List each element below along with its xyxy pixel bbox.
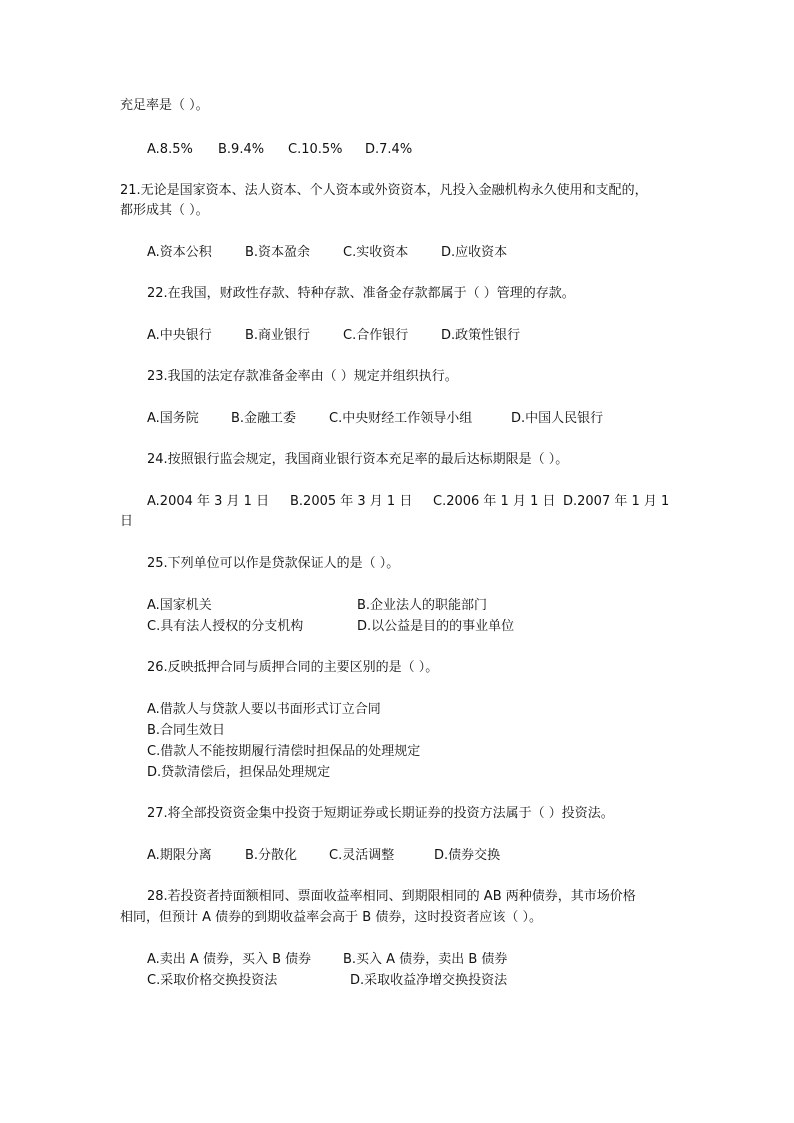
q23-option-c: C.中央财经工作领导小组 <box>329 411 473 426</box>
q21-stem-line2: 都形成其（ ）。 <box>120 203 209 218</box>
q22-option-b: B.商业银行 <box>245 328 311 343</box>
q26-option-b: B.合同生效日 <box>147 723 226 738</box>
q21-option-b: B.资本盈余 <box>245 245 311 260</box>
q28-stem-line2: 相同，但预计 A 债券的到期收益率会高于 B 债券，这时投资者应该（ ）。 <box>120 910 542 925</box>
q24-stem: 24.按照银行监会规定，我国商业银行资本充足率的最后达标期限是（ ）。 <box>147 452 569 467</box>
q26-option-c: C.借款人不能按期履行清偿时担保品的处理规定 <box>147 744 421 759</box>
q27-option-b: B.分散化 <box>245 848 298 863</box>
q27-option-c: C.灵活调整 <box>329 848 395 863</box>
q28-option-a: A.卖出 A 债券，买入 B 债券 <box>147 952 312 967</box>
q25-option-a: A.国家机关 <box>147 598 212 613</box>
q28-stem-line1: 28.若投资者持面额相同、票面收益率相同、到期限相同的 AB 两种债券，其市场价格 <box>147 889 636 904</box>
q20-option-a: A.8.5% <box>147 142 193 157</box>
q20-option-b: B.9.4% <box>218 142 265 157</box>
q24-option-b: B.2005 年 3 月 1 日 <box>290 494 413 509</box>
q26-option-d: D.贷款清偿后，担保品处理规定 <box>147 765 331 780</box>
q23-option-a: A.国务院 <box>147 411 199 426</box>
q23-option-d: D.中国人民银行 <box>511 411 604 426</box>
q26-stem: 26.反映抵押合同与质押合同的主要区别的是（ ）。 <box>147 660 439 675</box>
q24-option-a: A.2004 年 3 月 1 日 <box>147 494 270 509</box>
q25-stem: 25.下列单位可以作是贷款保证人的是（ ）。 <box>147 556 400 571</box>
q22-option-d: D.政策性银行 <box>441 328 521 343</box>
q21-option-c: C.实收资本 <box>343 245 409 260</box>
q28-option-d: D.采取收益净增交换投资法 <box>350 973 508 988</box>
q21-option-a: A.资本公积 <box>147 245 212 260</box>
q28-option-c: C.采取价格交换投资法 <box>147 973 278 988</box>
q25-option-d: D.以公益是目的的事业单位 <box>357 619 515 634</box>
q28-option-b: B.买入 A 债券，卖出 B 债券 <box>343 952 508 967</box>
q27-option-d: D.债券交换 <box>434 848 501 863</box>
q27-stem: 27.将全部投资资金集中投资于短期证券或长期证券的投资方法属于（ ）投资法。 <box>147 806 614 821</box>
q25-option-c: C.具有法人授权的分支机构 <box>147 619 304 634</box>
q21-option-d: D.应收资本 <box>441 245 508 260</box>
q23-option-b: B.金融工委 <box>231 411 297 426</box>
q24-option-c: C.2006 年 1 月 1 日 <box>433 494 556 509</box>
q21-stem-line1: 21.无论是国家资本、法人资本、个人资本或外资资本，凡投入金融机构永久使用和支配的， <box>120 183 648 198</box>
q20-option-c: C.10.5% <box>288 142 343 157</box>
q20-stem-tail: 充足率是（ ）。 <box>120 98 209 113</box>
q22-option-a: A.中央银行 <box>147 328 212 343</box>
q26-option-a: A.借款人与贷款人要以书面形式订立合同 <box>147 702 381 717</box>
q22-option-c: C.合作银行 <box>343 328 409 343</box>
q25-option-b: B.企业法人的职能部门 <box>357 598 488 613</box>
q22-stem: 22.在我国，财政性存款、特种存款、准备金存款都属于（ ）管理的存款。 <box>147 286 575 301</box>
q27-option-a: A.期限分离 <box>147 848 212 863</box>
q23-stem: 23.我国的法定存款准备金率由（ ）规定并组织执行。 <box>147 369 458 384</box>
q24-option-d-wrap: 日 <box>120 514 134 529</box>
q24-option-d: D.2007 年 1 月 1 <box>563 494 670 509</box>
q20-option-d: D.7.4% <box>365 142 413 157</box>
